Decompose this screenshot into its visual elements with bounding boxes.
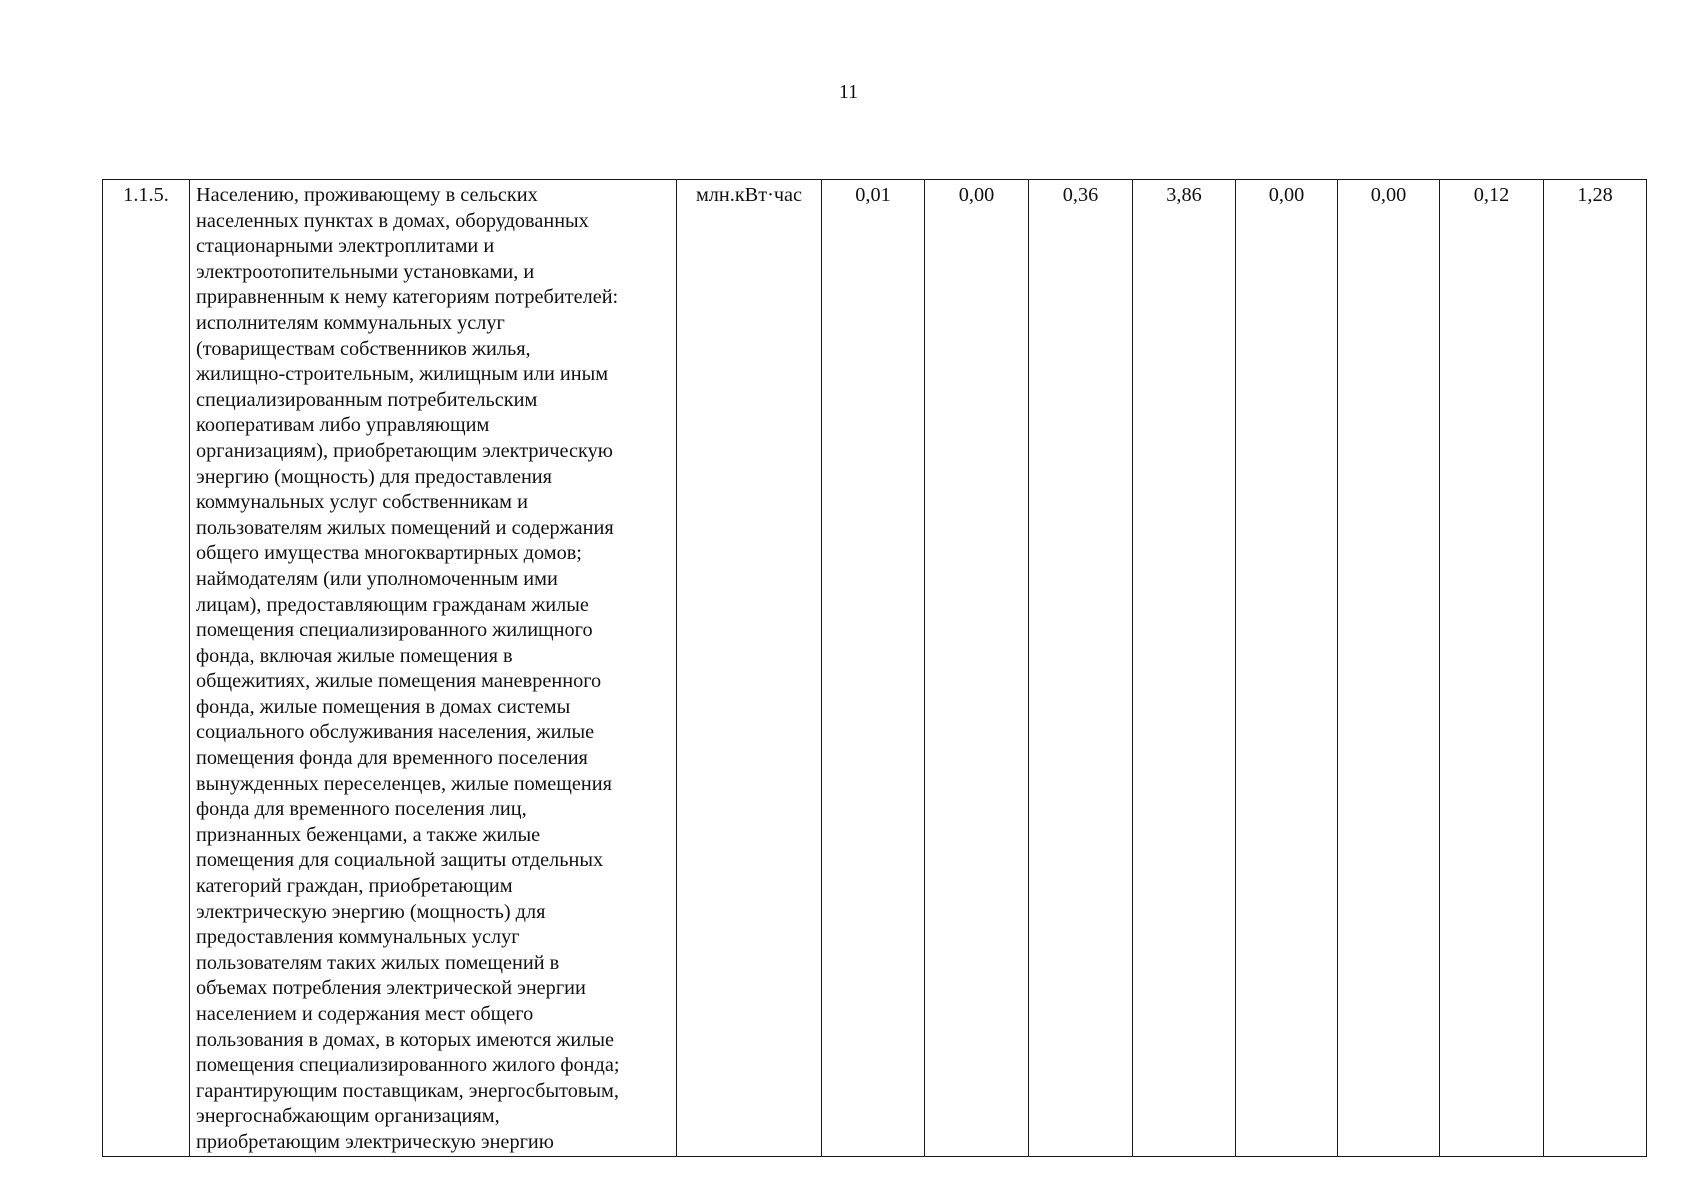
description-line: помещения для социальной защиты отдельных: [196, 849, 604, 872]
value-cell-6: 0,00: [1338, 180, 1440, 1157]
description-line: исполнителям коммунальных услуг: [196, 311, 505, 334]
description-line: электрическую энергию (мощность) для: [196, 900, 546, 923]
description-line: населенных пунктах в домах, оборудованных: [196, 209, 589, 232]
description-line: помещения специализированного жилищного: [196, 619, 593, 642]
description-line: жилищно-строительным, жилищным или иным: [196, 363, 609, 386]
value-cell-3: 0,36: [1029, 180, 1133, 1157]
value-cell-5: 0,00: [1236, 180, 1338, 1157]
description-line: электроотопительными установками, и: [196, 260, 535, 283]
value-cell-7: 0,12: [1440, 180, 1544, 1157]
description-line: кооперативам либо управляющим: [196, 414, 490, 437]
description-line: фонда, жилые помещения в домах системы: [196, 695, 571, 718]
description-line: общежитиях, жилые помещения маневренного: [196, 670, 602, 693]
description-line: приобретающим электрическую энергию: [196, 1130, 554, 1153]
description-line: пользования в домах, в которых имеются жилые: [196, 1028, 615, 1051]
value-cell-4: 3,86: [1133, 180, 1236, 1157]
value-cell-8: 1,28: [1544, 180, 1647, 1157]
description-line: гарантирующим поставщикам, энергосбытовым,: [196, 1079, 619, 1102]
description-line: стационарными электроплитами и: [196, 235, 495, 258]
description-line: пользователям жилых помещений и содержания: [196, 516, 614, 539]
description-line: Населению, проживающему в сельских: [196, 184, 538, 206]
unit-cell: млн.кВт·час: [677, 180, 822, 1157]
page-number: 11: [838, 81, 859, 103]
description-line: пользователям таких жилых помещений в: [196, 951, 560, 974]
description-line: энергию (мощность) для предоставления: [196, 465, 552, 488]
description-line: предоставления коммунальных услуг: [196, 926, 520, 949]
description-line: фонда, включая жилые помещения в: [196, 644, 513, 667]
data-table: [102, 179, 1647, 1157]
description-line: общего имущества многоквартирных домов;: [196, 542, 582, 565]
row-number: 1.1.5.: [103, 180, 190, 1157]
description-line: лицам), предоставляющим гражданам жилые: [196, 593, 589, 616]
description-line: специализированным потребительским: [196, 388, 538, 411]
description-line: помещения специализированного жилого фонда;: [196, 1054, 620, 1077]
value-cell-2: 0,00: [925, 180, 1029, 1157]
description-line: вынужденных переселенцев, жилые помещения: [196, 772, 612, 795]
value-cell-1: 0,01: [822, 180, 925, 1157]
description-line: признанных беженцами, а также жилые: [196, 823, 541, 846]
description-line: фонда для временного поселения лиц,: [196, 798, 527, 821]
description-line: объемах потребления электрической энергии: [196, 977, 586, 1000]
description-line: энергоснабжающим организациям,: [196, 1105, 500, 1128]
description-line: наймодателям (или уполномоченным ими: [196, 567, 558, 590]
table-row: [103, 180, 1647, 1157]
description-line: приравненным к нему категориям потребителей:: [196, 286, 619, 309]
description-line: (товариществам собственников жилья,: [196, 337, 531, 360]
description-line: категорий граждан, приобретающим: [196, 875, 513, 898]
description-line: коммунальных услуг собственникам и: [196, 491, 528, 514]
description-line: организациям), приобретающим электрическую: [196, 439, 613, 462]
description-line: социального обслуживания населения, жилые: [196, 721, 595, 744]
description-line: помещения фонда для временного поселения: [196, 747, 588, 770]
description-line: населением и содержания мест общего: [196, 1003, 534, 1025]
row-description: [190, 180, 677, 1157]
